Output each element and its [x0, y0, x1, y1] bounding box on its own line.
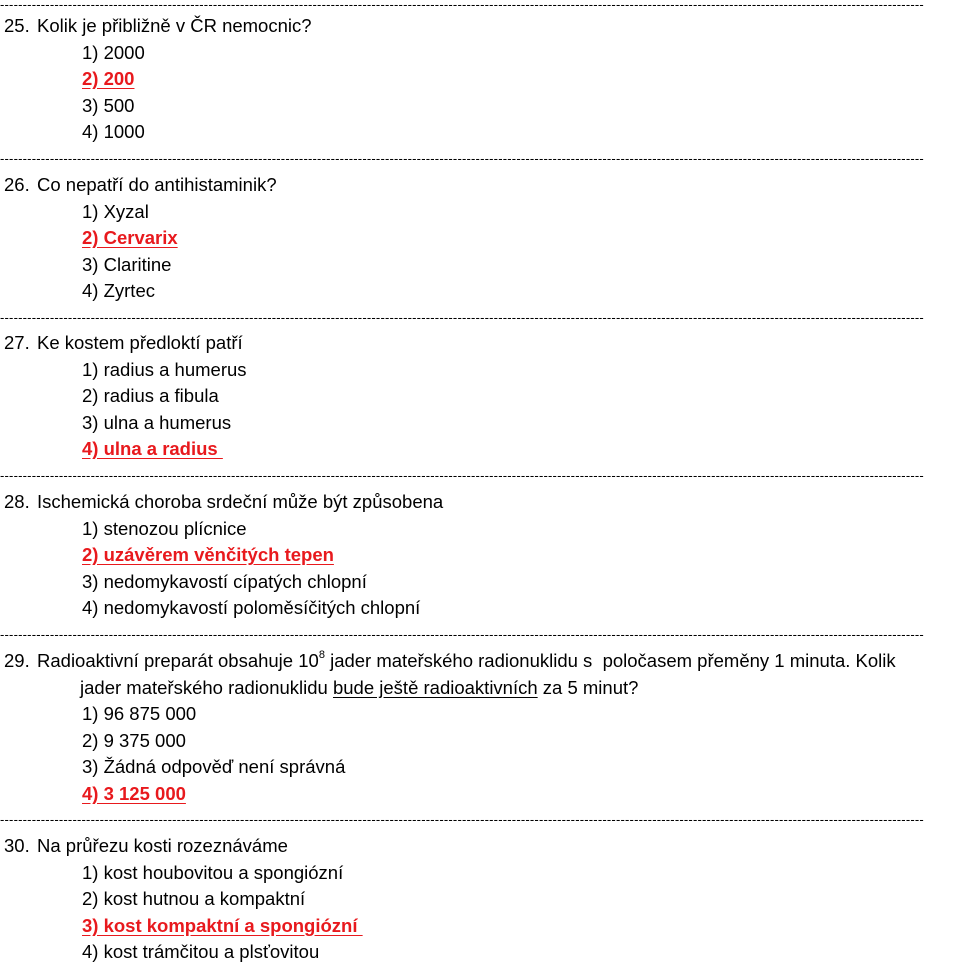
- answer-option-correct: 3) kost kompaktní a spongiózní: [82, 914, 363, 936]
- question-text: 30. Na průřezu kosti rozeznáváme: [4, 835, 288, 856]
- answer-option-correct: 4) 3 125 000: [82, 782, 186, 804]
- question-text: 26. Co nepatří do antihistaminik?: [4, 174, 277, 195]
- answer-option: 4) kost trámčitou a plsťovitou: [82, 941, 320, 962]
- answer-option: 3) nedomykavostí cípatých chlopní: [82, 570, 367, 592]
- answer-option-correct: 2) uzávěrem věnčitých tepen: [82, 544, 334, 565]
- question-27: [0, 330, 960, 463]
- separator-line: ------------------------------------------------------------------------------------------------------------------------------------------------------------------------------------------------------------: [0, 812, 924, 827]
- separator-line: ------------------------------------------------------------------------------------------------------------------------------------------------------------------------------------------------------------: [0, 627, 924, 642]
- answer-option: 4) 1000: [82, 121, 145, 142]
- question-28: [0, 489, 960, 622]
- answer-option-correct: 2) Cervarix: [82, 227, 178, 248]
- separator-line: ------------------------------------------------------------------------------------------------------------------------------------------------------------------------------------------------------------: [0, 310, 924, 325]
- question-text-continued: jader mateřského radionuklidu bude ještě radioaktivních za 5 minut?: [80, 676, 639, 698]
- answer-option: 3) ulna a humerus: [82, 411, 232, 433]
- answer-option: 3) Claritine: [82, 253, 172, 275]
- answer-option: 1) kost houbovitou a spongiózní: [82, 861, 344, 883]
- answer-option: 4) nedomykavostí poloměsíčitých chlopní: [82, 597, 421, 618]
- answer-option: 1) Xyzal: [82, 200, 149, 222]
- answer-option-correct: 2) 200: [82, 68, 135, 89]
- question-30: [0, 833, 960, 966]
- answer-option: 1) stenozou plícnice: [82, 517, 247, 539]
- question-text: 29. Radioaktivní preparát obsahuje $10^8$ jader mateřského radionuklidu s poločasem přeměny 1 minuta. Kolik: [4, 649, 896, 671]
- question-text: 27. Ke kostem předloktí patří: [4, 332, 243, 353]
- answer-option: 4) Zyrtec: [82, 280, 155, 301]
- answer-option: 3) Žádná odpověď není správná: [82, 756, 346, 777]
- answer-option: 2) radius a fibula: [82, 385, 219, 406]
- question-25: [0, 13, 960, 146]
- answer-option: 2) 9 375 000: [82, 729, 186, 751]
- answer-option: 1) 2000: [82, 41, 145, 63]
- separator-line: ------------------------------------------------------------------------------------------------------------------------------------------------------------------------------------------------------------: [0, 0, 924, 12]
- question-text: 25. Kolik je přibližně v ČR nemocnic?: [4, 15, 312, 36]
- separator-line: ------------------------------------------------------------------------------------------------------------------------------------------------------------------------------------------------------------: [0, 468, 924, 483]
- separator-line: ------------------------------------------------------------------------------------------------------------------------------------------------------------------------------------------------------------: [0, 151, 924, 166]
- answer-option: 3) 500: [82, 94, 135, 116]
- question-text: 28. Ischemická choroba srdeční může být způsobena: [4, 491, 444, 512]
- answer-option: 1) 96 875 000: [82, 703, 197, 724]
- question-26: [0, 172, 960, 305]
- answer-option: 2) kost hutnou a kompaktní: [82, 888, 306, 909]
- answer-option-correct: 4) ulna a radius: [82, 438, 223, 459]
- answer-option: 1) radius a humerus: [82, 358, 247, 380]
- question-29: [0, 648, 960, 807]
